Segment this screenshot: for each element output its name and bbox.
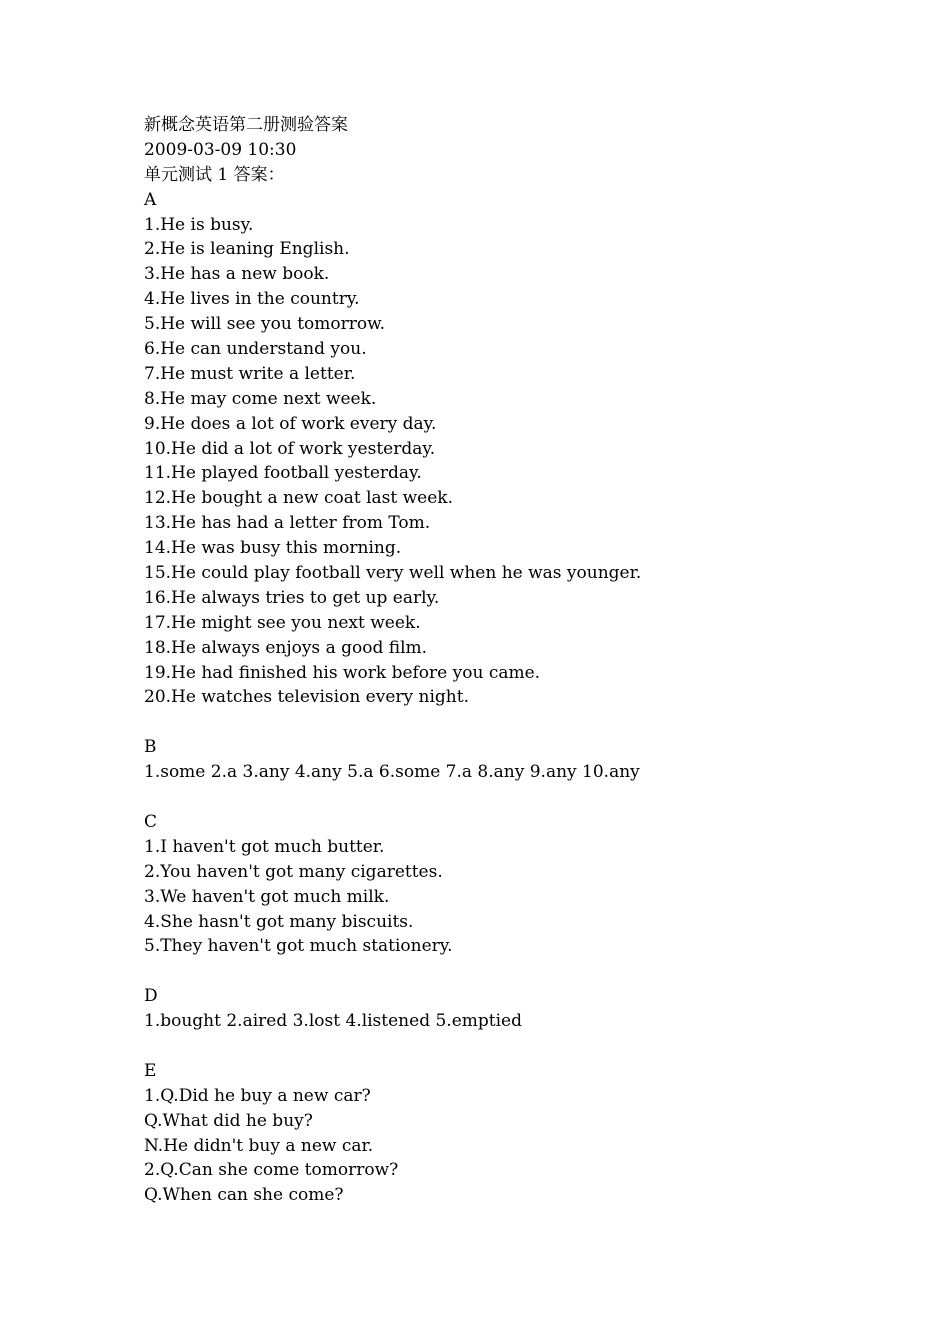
answer-line: Q.When can she come? [144, 1185, 344, 1206]
answer-line: 19.He had finished his work before you came. [144, 662, 541, 683]
section-c-label: C [144, 811, 158, 832]
section-d [144, 984, 904, 1034]
answer-line: 3.He has a new book. [144, 264, 330, 285]
spacer [144, 1034, 904, 1059]
answer-line: 1.He is busy. [144, 214, 254, 235]
answer-line: 5.They haven't got much stationery. [144, 936, 453, 957]
answer-line: 10.He did a lot of work yesterday. [144, 438, 436, 459]
answer-line: 12.He bought a new coat last week. [144, 488, 453, 509]
section-d-label: D [144, 986, 158, 1007]
answer-line: 17.He might see you next week. [144, 612, 421, 633]
document-title: 新概念英语第二册测验答案 [144, 115, 348, 135]
answer-line: 20.He watches television every night. [144, 687, 469, 708]
answer-line: 9.He does a lot of work every day. [144, 413, 437, 434]
answer-line: 18.He always enjoys a good film. [144, 637, 428, 658]
document-datetime: 2009-03-09 10:30 [144, 139, 297, 160]
answer-line: 15.He could play football very well when he was younger. [144, 563, 642, 584]
spacer [144, 959, 904, 984]
answer-line: Q.What did he buy? [144, 1110, 313, 1131]
answer-line: 16.He always tries to get up early. [144, 587, 440, 608]
answer-line: 4.He lives in the country. [144, 289, 360, 310]
answer-line: 8.He may come next week. [144, 388, 377, 409]
answer-line: 4.She hasn't got many biscuits. [144, 911, 414, 932]
unit-heading: 单元测试 1 答案： [144, 164, 285, 185]
answer-line: 5.He will see you tomorrow. [144, 314, 386, 335]
section-e [144, 1059, 904, 1208]
answer-line: 1.some 2.a 3.any 4.any 5.a 6.some 7.a 8.any 9.any 10.any [144, 762, 640, 783]
answer-line: 11.He played football yesterday. [144, 463, 422, 484]
answer-line: 1.bought 2.aired 3.lost 4.listened 5.emptied [144, 1011, 522, 1032]
spacer [144, 785, 904, 810]
answer-line: 13.He has had a letter from Tom. [144, 513, 431, 534]
answer-line: 6.He can understand you. [144, 339, 367, 360]
answer-line: 2.Q.Can she come tomorrow? [144, 1160, 399, 1181]
answer-line: 2.You haven't got many cigarettes. [144, 861, 443, 882]
section-a [144, 188, 904, 711]
answer-line: 14.He was busy this morning. [144, 538, 402, 559]
answer-line: 1.Q.Did he buy a new car? [144, 1085, 371, 1106]
spacer [144, 710, 904, 735]
document-page [144, 113, 904, 1208]
section-b-label: B [144, 737, 157, 758]
answer-line: 7.He must write a letter. [144, 363, 356, 384]
answer-line: 1.I haven't got much butter. [144, 836, 385, 857]
section-a-label: A [144, 189, 157, 210]
section-c [144, 810, 904, 959]
answer-line: 2.He is leaning English. [144, 239, 350, 260]
answer-line: 3.We haven't got much milk. [144, 886, 390, 907]
section-b [144, 735, 904, 785]
section-e-label: E [144, 1060, 157, 1081]
answer-line: N.He didn't buy a new car. [144, 1135, 374, 1156]
